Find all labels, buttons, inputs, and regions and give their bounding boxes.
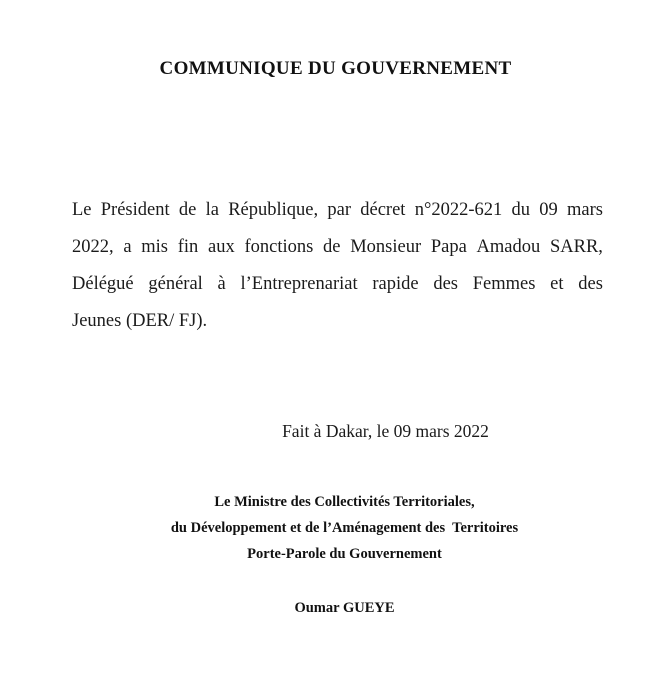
body-line [72, 192, 603, 229]
signatory-title-line: du Développement et de l’Aménagement des Territoires [170, 520, 519, 536]
body-word: de [323, 237, 341, 257]
body-line [72, 229, 603, 266]
body-word: des [433, 274, 458, 294]
body-line [72, 266, 603, 303]
body-word: Amadou [476, 237, 541, 257]
body-word: et [550, 274, 564, 294]
body-word: décret [360, 200, 406, 220]
body-word: Papa [430, 237, 467, 257]
page-title: COMMUNIQUE DU GOUVERNEMENT [159, 58, 512, 79]
body-word: 2022, [72, 237, 114, 257]
body-word: à [217, 274, 226, 294]
body-word: général [148, 274, 203, 294]
body-word: l’Entreprenariat [240, 274, 358, 294]
body-line: Jeunes (DER/ FJ). [72, 311, 208, 331]
body-word: 09 [539, 200, 558, 220]
body-word: Monsieur [350, 237, 422, 257]
body-word: mis [141, 237, 169, 257]
body-word: SARR, [549, 237, 603, 257]
body-word: mars [567, 200, 603, 220]
signatory-title-line: Porte-Parole du Gouvernement [247, 546, 442, 562]
body-word: Femmes [472, 274, 536, 294]
signatory-name: Oumar GUEYE [294, 600, 395, 616]
date-line: Fait à Dakar, le 09 mars 2022 [282, 421, 489, 441]
body-word: République, [228, 200, 319, 220]
body-word: fin [177, 237, 199, 257]
body-word: a [123, 237, 132, 257]
body-word: aux [208, 237, 235, 257]
body-word: fonctions [244, 237, 314, 257]
body-word: de [178, 200, 197, 220]
body-word: Le [72, 200, 92, 220]
signature-block [0, 489, 671, 617]
body-word: rapide [372, 274, 419, 294]
body-word: n°2022-621 [414, 200, 503, 220]
signatory-title-line: Le Ministre des Collectivités Territoriales, [214, 494, 475, 510]
body-word: Président [100, 200, 170, 220]
body-paragraph [72, 192, 603, 340]
body-word: des [578, 274, 603, 294]
body-word: Délégué [72, 274, 134, 294]
body-word: par [327, 200, 351, 220]
body-word: du [511, 200, 530, 220]
body-word: la [205, 200, 219, 220]
